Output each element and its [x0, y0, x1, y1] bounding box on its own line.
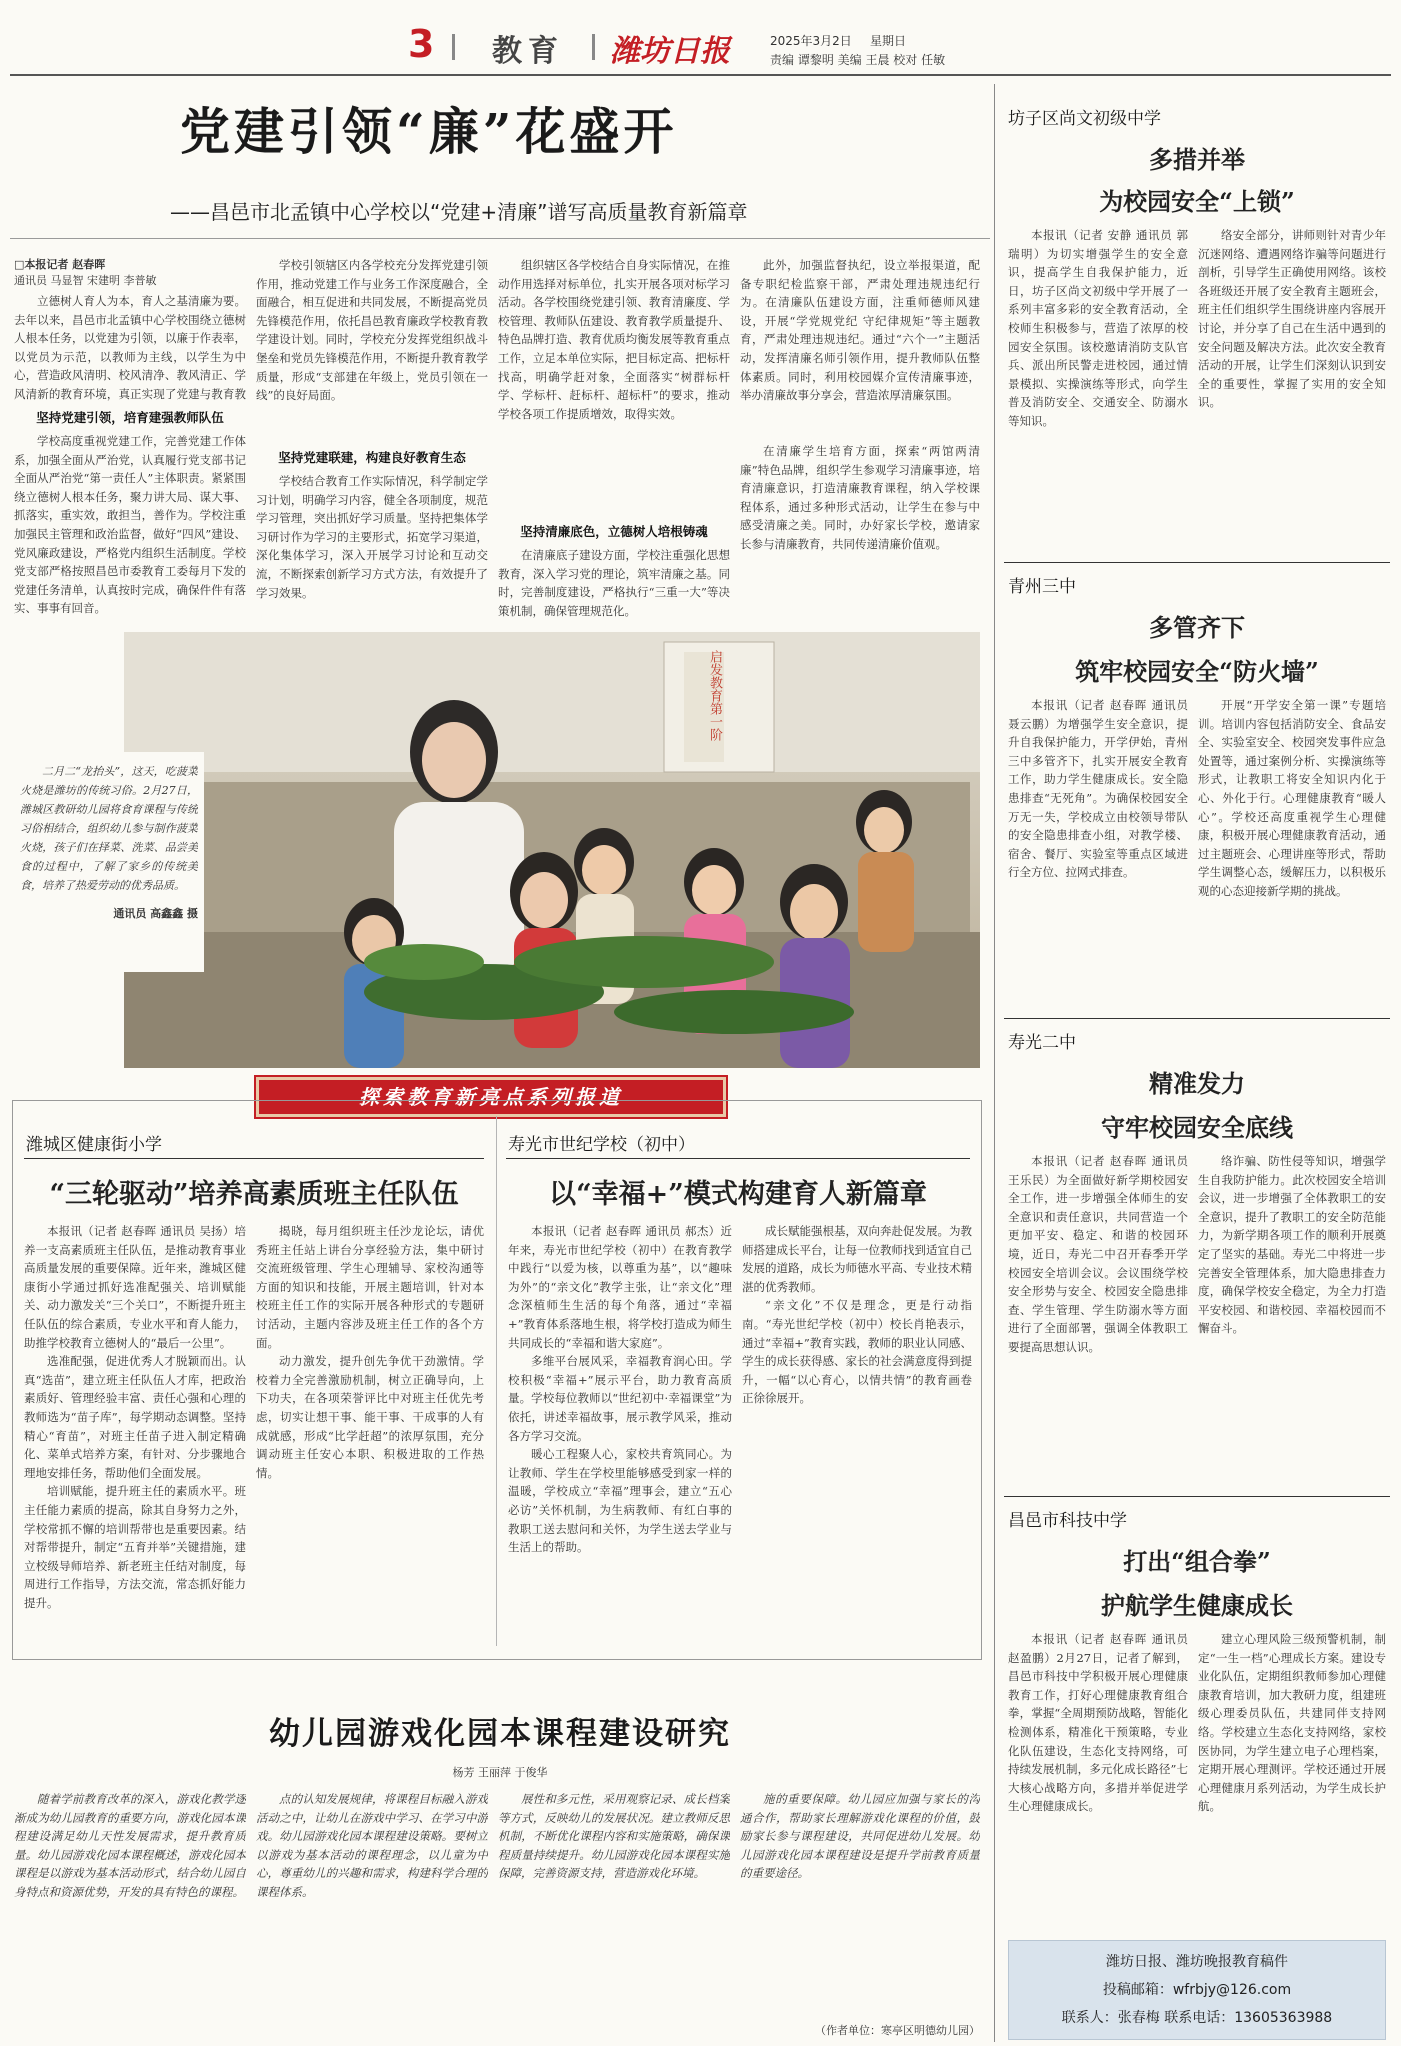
masthead-divider	[452, 34, 455, 60]
right-c-paragraph: 络诈骗、防性侵等知识，增强学生自我防护能力。此次校园安全培训会议，进一步增强了全体教职工的安全意识，提升了教职工的安全防范能力，为新学期各项工作的顺利开展奠定了坚实的基础。寿光二中将进一步完善安全管理体系，加大隐患排查力度，确保学校安全稳定，为全力打造平安校园、和谐校园、幸福校园而不懈奋斗。	[1198, 1154, 1386, 1336]
lead-column-4	[740, 256, 980, 626]
paper-logo: 潍坊日报	[610, 34, 730, 69]
photo-caption: 二月二“龙抬头”，这天，吃菠菜火烧是潍坊的传统习俗。2月27日，潍城区教研幼儿园将食育课程与传统习俗相结合，组织幼儿参与制作菠菜火烧，孩子们在择菜、洗菜、品尝美食的过程中，了解了家乡的传统美食，培养了热爱劳动的优秀品质。	[20, 765, 198, 892]
masthead-divider-2	[592, 34, 595, 60]
right-a-title-2: 为校园安全“上锁”	[1099, 187, 1295, 216]
right-d-col-1	[1008, 1630, 1188, 1934]
right-a-col-1	[1008, 226, 1188, 556]
right-d-col-2	[1198, 1630, 1386, 1934]
article-a-rule	[24, 1158, 484, 1159]
right-a-rule	[1004, 562, 1390, 563]
right-b-school: 青州三中	[1008, 577, 1076, 597]
sidebar-divider	[994, 84, 995, 2042]
right-d-paragraph: 建立心理风险三级预警机制，制定“一生一档”心理成长方案。建设专业化队伍，定期组织教师参加心理健康教育培训，加大教研力度，组建班级心理委员队伍，共建同伴支持网络。学校建立生态化支持网络，家校医协同，为学生建立电子心理档案，定期开展心理测评。学校还通过开展心理健康月系列活动，为学生成长护航。	[1198, 1632, 1386, 1814]
article-b-paragraph: 本报讯（记者 赵春晖 通讯员 郝杰）近年来，寿光市世纪学校（初中）在教育教学中践行“以爱为核，以尊重为基”，以“趣味为外”的“亲文化”教学主张，让“亲文化”理念深植师生生活的每个角落，通过“幸福+”教育体系落地生根，将学校打造成为师生共同成长的“幸福和谐大家庭”。	[508, 1224, 732, 1350]
lead-text-1b	[14, 432, 246, 618]
right-b-rule	[1004, 1018, 1390, 1019]
research-paragraph: 点的认知发展规律，将课程目标融入游戏活动之中，让幼儿在游戏中学习、在学习中游戏。幼儿园游戏化园本课程建设策略。要树立以游戏为基本活动的课程理念，以儿童为中心，尊重幼儿的兴趣和需求，构建科学合理的课程体系。	[256, 1792, 488, 1899]
lead-byline-reporter: □本报记者 赵春晖	[14, 258, 106, 271]
right-b-title-1: 多管齐下	[1149, 613, 1245, 642]
research-col-2	[256, 1790, 488, 2042]
article-b-rule	[506, 1158, 970, 1159]
lead-text-1	[14, 292, 246, 402]
lead-column-2	[256, 256, 488, 626]
contribution-ad	[1008, 1940, 1386, 2040]
masthead-rule	[10, 74, 1391, 76]
research-authors: 杨芳 王丽萍 于俊华	[452, 1766, 548, 1779]
right-c-title-1: 精准发力	[1149, 1069, 1245, 1098]
article-b-col-1	[508, 1222, 732, 1652]
lead-paragraph: 在清廉底子建设方面，学校注重强化思想教育，深入学习党的理论，筑牢清廉之基。同时，完善制度建设，严格执行“三重一大”等决策机制，确保管理规范化。	[498, 548, 730, 618]
right-b-title-2: 筑牢校园安全“防火墙”	[1075, 657, 1319, 686]
article-b-col-2	[742, 1222, 972, 1652]
right-a-paragraph: 本报讯（记者 安静 通讯员 郭瑞明）为切实增强学生的安全意识，提高学生自我保护能力，近日，坊子区尚文初级中学开展了一系列丰富多彩的安全教育活动，全校师生积极参与，营造了浓厚的校园安全氛围。该校邀请消防支队官兵、派出所民警走进校园，通过情景模拟、实操演练等形式，向学生普及消防安全、交通安全、防溺水等知识。	[1008, 228, 1188, 428]
article-a-paragraph: 选准配强，促进优秀人才脱颖而出。认真“选苗”，建立班主任队伍人才库，把政治素质好、管理经验丰富、责任心强和心理的教师选为“苗子库”，每学期动态调整。坚持精心“育苗”，对班主任苗子进入制定精确化、菜单式培养方案，有针对、分步骤地合理地安排任务，帮助他们全面发展。	[24, 1354, 246, 1480]
right-d-title-1: 打出“组合拳”	[1123, 1547, 1271, 1576]
masthead	[0, 0, 1401, 72]
lead-column-3	[498, 256, 730, 626]
lead-text-3b	[498, 546, 730, 620]
right-b-col-2	[1198, 696, 1386, 1016]
lead-byline-correspondent: 通讯员 马显智 宋建明 李普敏	[14, 274, 157, 287]
photo-scene	[124, 632, 980, 1068]
research-affiliation: （作者单位：寒亭区明德幼儿园）	[815, 2024, 980, 2037]
lead-column-1	[14, 256, 246, 626]
article-b-school: 寿光市世纪学校（初中）	[508, 1135, 695, 1155]
lead-subtitle: ——昌邑市北孟镇中心学校以“党建+清廉”谱写高质量教育新篇章	[170, 200, 748, 224]
right-b-paragraph: 开展“开学安全第一课”专题培训。培训内容包括消防安全、食品安全、实验室安全、校园突发事件应急处置等，通过案例分析、实操演练等形式，让教职工将安全知识内化于心、外化于行。心理健康教育“暖人心”。学校还高度重视学生心理健康，积极开展心理健康教育活动，通过主题班会、心理讲座等形式，帮助学生调整心态，缓解压力，以积极乐观的心态迎接新学期的挑战。	[1198, 698, 1386, 898]
right-c-col-1	[1008, 1152, 1188, 1490]
article-a-paragraph: 动力激发，提升创先争优干劲激情。学校着力全完善激励机制，树立正确导向，上下功夫，在各项荣誉评比中对班主任优先考虑，切实让想干事、能干事、干成事的人有成就感，形成“比学赶超”的浓厚氛围，充分调动班主任安心本职、积极进取的工作热情。	[256, 1354, 484, 1480]
ad-line-3: 联系人：张春梅 联系电话：13605363988	[1061, 2010, 1333, 2026]
lead-paragraph: 学校结合教育工作实际情况，科学制定学习计划，明确学习内容，健全各项制度，规范学习管理，突出抓好学习质量。坚持把集体学习研讨作为学习的主要形式，拓宽学习渠道，深化集体学习，深入开展学习讨论和互动交流，不断探索创新学习方式方法，有效提升了学习效果。	[256, 474, 488, 600]
lead-subheading-3: 坚持清廉底色，立德树人培根铸魂	[520, 524, 708, 539]
article-b-paragraph: 暖心工程聚人心，家校共育筑同心。为让教师、学生在学校里能够感受到家一样的温暖，学校成立“幸福”理事会，建立“五心必访”关怀机制，为生病教师、有红白事的教职工送去慰问和关怀，为学生送去学业与生活上的帮助。	[508, 1447, 732, 1555]
lead-text-2b	[256, 472, 488, 622]
right-c-title-2: 守牢校园安全底线	[1101, 1113, 1293, 1142]
lead-title: 党建引领“廉”花盛开	[180, 102, 678, 161]
issue-weekday: 星期日	[870, 34, 907, 48]
series-box-divider	[496, 1116, 497, 1646]
lead-text-4	[740, 256, 980, 442]
photo-caption-box	[14, 752, 204, 972]
lead-paragraph: 此外，加强监督执纪，设立举报渠道，配备专职纪检监察干部，严肃处理违规违纪行为。在清廉队伍建设方面，注重师德师风建设，开展“学党规党纪 守纪律规矩”等主题教育，严肃处理违规违纪。通过“六个一”主题活动，发挥清廉名师引领作用，提升教师队伍整体素质。同时，利用校园媒介宣传清廉事迹，举办清廉故事分享会，营造浓厚清廉氛围。	[740, 258, 980, 403]
lead-subheading-2: 坚持党建联建，构建良好教育生态	[278, 450, 466, 465]
photo-sign: 启发教育第一阶	[707, 650, 722, 741]
series-banner-text: 探索教育新亮点系列报道	[359, 1085, 623, 1109]
right-c-paragraph: 本报讯（记者 赵春晖 通讯员 王乐民）为全面做好新学期校园安全工作，进一步增强全体师生的安全意识和责任意识，共同营造一个更加平安、稳定、和谐的校园环境，近日，寿光二中召开春季开学校园安全培训会议。会议围绕学校安全形势与安全、校园安全隐患排查、学生管理、学生防溺水等方面进行了全面部署，强调全体教职工要提高思想认识。	[1008, 1154, 1188, 1354]
lead-paragraph: 组织辖区各学校结合自身实际情况，在推动作用选择对标单位，扎实开展各项对标学习活动。各学校围绕党建引领、教育清廉度、学校管理、教师队伍建设、教育教学质量提升、特色品牌打造、教育优质均衡发展等教育重点工作，立足本单位实际，把目标定高、把标杆找高，明确学赶对象，全面落实“树群标杆学、学标杆、赶标杆、超标杆”的要求，推动学校各项工作提质增效，取得实效。	[498, 258, 730, 421]
research-paragraph: 随着学前教育改革的深入，游戏化教学逐渐成为幼儿园教育的重要方向，游戏化园本课程建设满足幼儿天性发展需求，提升教育质量。幼儿园游戏化园本课程概述，游戏化园本课程是以游戏为基本活动形式，结合幼儿园自身特点和资源优势，开发的具有特色的课程。	[14, 1792, 246, 1899]
research-paragraph: 施的重要保障。幼儿园应加强与家长的沟通合作，帮助家长理解游戏化课程的价值，鼓励家长参与课程建设，共同促进幼儿发展。幼儿园游戏化园本课程建设是提升学前教育质量的重要途径。	[740, 1792, 980, 1881]
research-col-1	[14, 1790, 246, 2042]
page-number: 3	[408, 22, 435, 66]
lead-paragraph: 学校高度重视党建工作，完善党建工作体系，加强全面从严治党，认真履行党支部书记全面从严治党“第一责任人”主体职责。紧紧围绕立德树人根本任务，聚力讲大局、谋大事、抓落实，重实效，敢担当，善作为。学校注重加强民主管理和政治监督，做好“四风”建设、党风廉政建设，严格党内组织生活制度。学校党支部严格按照昌邑市委教育工委每月下发的党建任务清单，认真按时完成，确保件件有落实、事事有回音。	[14, 434, 246, 616]
lead-paragraph: 立德树人育人为本，育人之基清廉为要。去年以来，昌邑市北孟镇中心学校围绕立德树人根本任务，以党建为引领，以廉于作表率，以党员为示范，以教师为主线，以学生为中心，营造政风清明、校风清净、教风清正、学风清新的教育环境，真正实现了党建与教育教	[14, 294, 246, 401]
article-b-paragraph: 多维平台展风采，幸福教育润心田。学校积极“幸福+”展示平台，助力教育高质量。学校每位教师以“世纪初中·幸福课堂”为依托，讲述幸福故事，展示教学风采，推动各方学习交流。	[508, 1354, 732, 1443]
research-title: 幼儿园游戏化园本课程建设研究	[269, 1716, 731, 1752]
right-c-rule	[1004, 1496, 1390, 1497]
lead-paragraph: 学校引领辖区内各学校充分发挥党建引领作用，推动党建工作与业务工作深度融合，全面融合，相互促进和共同发展，不断提高党员先锋模范作用，依托昌邑教育廉政学校教育教学建设计划。同时，学校充分发挥党组织战斗堡垒和党员先锋模范作用，不断提升教育教学质量，形成“支部建在年级上，党员引领在一线”的良好局面。	[256, 258, 488, 403]
lead-subheading-1: 坚持党建引领，培育建强教师队伍	[36, 410, 224, 425]
editors-line: 责编 谭黎明 美编 王晨 校对 任敏	[770, 53, 946, 67]
right-d-school: 昌邑市科技中学	[1008, 1511, 1127, 1531]
lead-text-3	[498, 256, 730, 516]
right-c-school: 寿光二中	[1008, 1033, 1076, 1053]
right-a-title-1: 多措并举	[1149, 145, 1245, 174]
right-b-paragraph: 本报讯（记者 赵春晖 通讯员 聂云鹏）为增强学生安全意识，提升自我保护能力，开学伊始，青州三中多管齐下，扎实开展安全教育工作，助力学生健康成长。安全隐患排查“无死角”。为确保校园安全万无一失，学校成立由校领导带队的安全隐患排查小组，对教学楼、宿舍、餐厅、实验室等重点区域进行全方位、拉网式排查。	[1008, 698, 1188, 880]
research-paragraph: 展性和多元性，采用观察记录、成长档案等方式，反映幼儿的发展状况。建立教师反思机制，不断优化课程内容和实施策略，确保课程质量持续提升。幼儿园游戏化园本课程实施保障，完善资源支持，营造游戏化环境。	[498, 1792, 730, 1881]
right-a-paragraph: 络安全部分，讲师则针对青少年沉迷网络、遭遇网络诈骗等问题进行剖析，引导学生正确使用网络。该校各班级还开展了安全教育主题班会，班主任们组织学生围绕讲座内容展开讨论，并分享了自己在生活中遇到的安全问题及解决方法。此次安全教育活动的开展，让学生们深刻认识到安全的重要性，掌握了实用的安全知识。	[1198, 228, 1386, 410]
research-col-3	[498, 1790, 730, 2042]
research-col-4	[740, 1790, 980, 2016]
article-a-col-1	[24, 1222, 246, 1652]
article-a-col-2	[256, 1222, 484, 1652]
section-name: 教育	[492, 34, 564, 69]
article-b-paragraph: 成长赋能强根基，双向奔赴促发展。为教师搭建成长平台，让每一位教师找到适宜自己发展的道路，成长为师德水平高、专业技术精湛的优秀教师。	[742, 1224, 972, 1294]
right-a-col-2	[1198, 226, 1386, 556]
lead-text-2	[256, 256, 488, 442]
photo-credit: 通讯员 高鑫鑫 摄	[113, 907, 198, 920]
article-a-paragraph: 揭晓，每月组织班主任沙龙论坛，请优秀班主任站上讲台分享经验方法，集中研讨交流班级管理、学生心理辅导、家校沟通等方面的知识和技能，开展主题培训，针对本校班主任工作的实际开展各种形式的专题研讨活动，主题内容涉及班主任工作的各个方面。	[256, 1224, 484, 1350]
issue-date: 2025年3月2日	[770, 34, 852, 48]
article-b-title: 以“幸福+”模式构建育人新篇章	[549, 1179, 927, 1210]
lead-rule	[10, 238, 990, 239]
lead-paragraph: 在清廉学生培育方面，探索“两馆两清廉”特色品牌，组织学生参观学习清廉事迹，培育清廉意识，打造清廉教育课程，纳入学校课程体系，通过多种形式活动，让学生在参与中感受清廉之美。同时，办好家长学校，邀请家长参与清廉教育，共同传递清廉价值观。	[740, 444, 980, 551]
ad-line-2: 投稿邮箱：wfrbjy@126.com	[1102, 1982, 1292, 1998]
right-d-paragraph: 本报讯（记者 赵春晖 通讯员 赵盈鹏）2月27日，记者了解到，昌邑市科技中学积极开展心理健康教育工作，打好心理健康教育组合拳，掌握“全周期预防战略，智能化检测体系，精准化干预策略，专业化队伍建设，生态化支持网络，可持续发展机制，多元化成长路径”七大核心战略方向，多措并举促进学生心理健康成长。	[1008, 1632, 1188, 1814]
article-a-paragraph: 本报讯（记者 赵春晖 通讯员 吴扬）培养一支高素质班主任队伍，是推动教育事业高质量发展的重要保障。近年来，潍城区健康街小学通过抓好选准配强关、培训赋能关、动力激发关“三个关口”，不断提升班主任队伍的综合素质，专业水平和育人能力，助推学校教育立德树人的“最后一公里”。	[24, 1224, 246, 1350]
news-photo	[124, 632, 980, 1068]
article-a-paragraph: 培训赋能，提升班主任的素质水平。班主任能力素质的提高，除其自身努力之外，学校常抓不懈的培训帮带也是重要因素。结对帮带提升，制定“五育并举”关键措施，建立校级导师培养、新老班主任结对制度，每周进行工作指导，方法交流，常态抓好能力提升。	[24, 1484, 246, 1610]
lead-text-4b	[740, 442, 980, 622]
right-c-col-2	[1198, 1152, 1386, 1490]
ad-line-1: 潍坊日报、潍坊晚报教育稿件	[1106, 1954, 1288, 1970]
right-a-school: 坊子区尚文初级中学	[1008, 109, 1161, 129]
right-b-col-1	[1008, 696, 1188, 1016]
right-d-title-2: 护航学生健康成长	[1101, 1591, 1293, 1620]
article-a-title: “三轮驱动”培养高素质班主任队伍	[49, 1179, 459, 1210]
article-a-school: 潍城区健康街小学	[26, 1135, 162, 1155]
article-b-paragraph: “亲文化”不仅是理念，更是行动指南。“寿光世纪学校（初中）校长肖艳表示，通过“幸福+”教育实践，教师的职业认同感、学生的成长获得感、家长的社会满意度得到提升，一幅“以心育心，以情共情”的教育画卷正徐徐展开。	[742, 1298, 972, 1406]
